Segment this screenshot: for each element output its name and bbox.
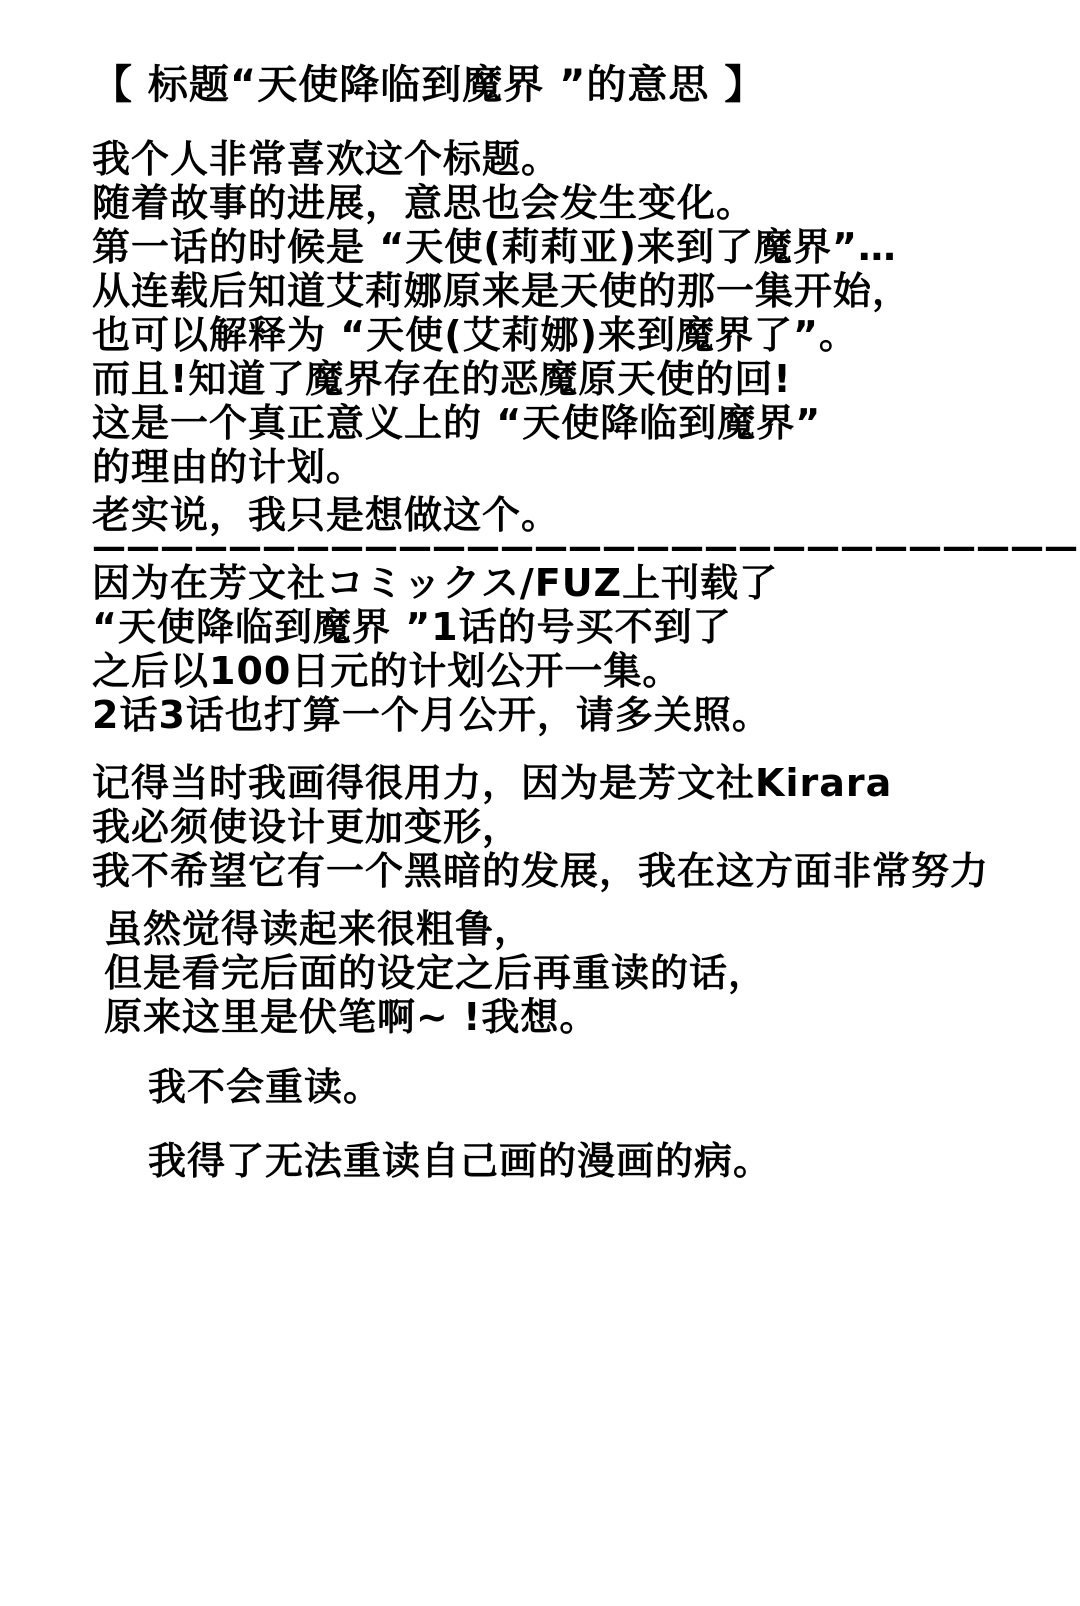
text-line: 老实说，我只是想做这个。 xyxy=(92,493,561,537)
text-line: “天使降临到魔界 ”1话的号买不到了 xyxy=(92,605,732,649)
text-line: 从连载后知道艾莉娜原来是天使的那一集开始， xyxy=(92,269,912,313)
text-line: 记得当时我画得很用力，因为是芳文社Kirara xyxy=(92,761,893,805)
text-line: 之后以100日元的计划公开一集。 xyxy=(92,649,682,693)
text-line: 随着故事的进展，意思也会发生变化。 xyxy=(92,181,756,225)
text-line: 这是一个真正意义上的 “天使降临到魔界” xyxy=(92,401,822,445)
text-line: 我必须使设计更加变形， xyxy=(92,805,522,849)
text-line: 我不希望它有一个黑暗的发展，我在这方面非常努力 xyxy=(92,849,990,893)
section-divider: ————————————————————————————— xyxy=(92,527,1078,567)
text-line: 原来这里是伏笔啊~ !我想。 xyxy=(104,995,599,1039)
text-line: 我得了无法重读自己画的漫画的病。 xyxy=(148,1139,773,1183)
text-line: 因为在芳文社コミックス/FUZ上刊载了 xyxy=(92,561,779,605)
page-title: 【 标题“天使降临到魔界 ”的意思 】 xyxy=(92,62,766,108)
text-line: 第一话的时候是 “天使(莉莉亚)来到了魔界”… xyxy=(92,225,897,269)
text-line: 的理由的计划。 xyxy=(92,445,366,489)
text-line: 2话3话也打算一个月公开，请多关照。 xyxy=(92,693,771,737)
text-line: 我个人非常喜欢这个标题。 xyxy=(92,137,561,181)
text-line: 但是看完后面的设定之后再重读的话， xyxy=(104,951,768,995)
text-line: 而且!知道了魔界存在的恶魔原天使的回! xyxy=(92,357,792,401)
text-line: 也可以解释为 “天使(艾莉娜)来到魔界了”。 xyxy=(92,313,858,357)
text-line: 虽然觉得读起来很粗鲁， xyxy=(104,907,534,951)
text-line: 我不会重读。 xyxy=(148,1065,383,1109)
